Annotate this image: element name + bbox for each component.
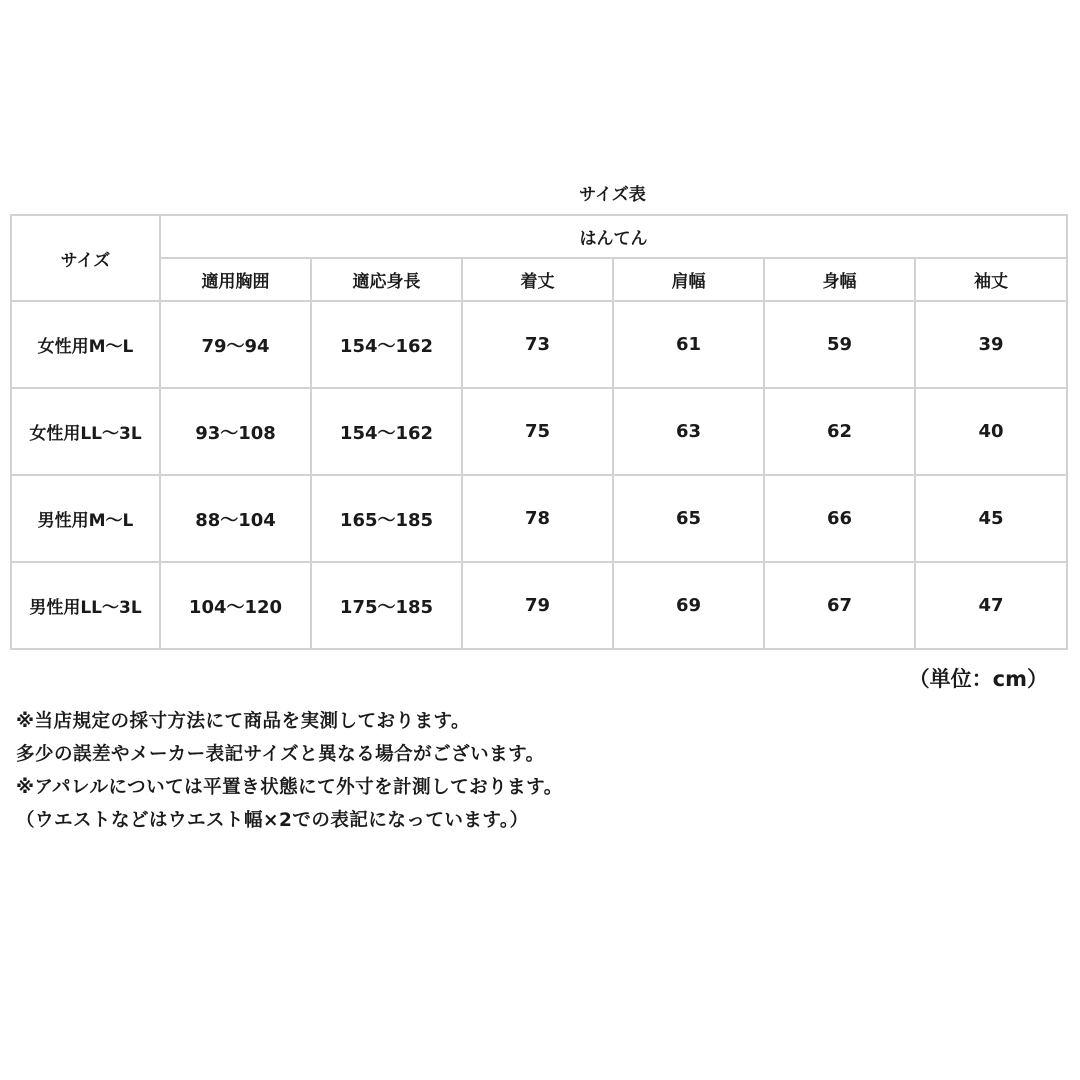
page-title: サイズ表 (579, 185, 646, 205)
cell-shoulder: 63 (613, 388, 764, 475)
cell-sleeve: 39 (915, 301, 1067, 388)
group-header: はんてん (160, 215, 1067, 258)
note-line: ※アパレルについては平置き状態にて外寸を計測しております。 (16, 777, 563, 798)
cell-shoulder: 69 (613, 562, 764, 649)
cell-shoulder: 65 (613, 475, 764, 562)
size-table (10, 214, 1068, 650)
cell-body-width: 66 (764, 475, 915, 562)
row-size-label: 女性用M～L (11, 301, 160, 388)
cell-height: 154～162 (311, 301, 462, 388)
cell-shoulder: 61 (613, 301, 764, 388)
table-row (11, 388, 1067, 475)
cell-sleeve: 45 (915, 475, 1067, 562)
header-row-columns (11, 258, 1067, 301)
row-size-label: 男性用M～L (11, 475, 160, 562)
column-header-height: 適応身長 (311, 258, 462, 301)
note-line: （ウエストなどはウエスト幅×2での表記になっています。） (16, 810, 529, 831)
table-row (11, 301, 1067, 388)
cell-length: 78 (462, 475, 613, 562)
cell-length: 73 (462, 301, 613, 388)
table-row (11, 475, 1067, 562)
note-line: ※当店規定の採寸方法にて商品を実測しております。 (16, 711, 471, 732)
cell-length: 79 (462, 562, 613, 649)
cell-length: 75 (462, 388, 613, 475)
column-header-shoulder: 肩幅 (613, 258, 764, 301)
row-size-label: 女性用LL～3L (11, 388, 160, 475)
column-header-chest: 適用胸囲 (160, 258, 311, 301)
unit-note: （単位：cm） (908, 667, 1048, 691)
cell-body-width: 59 (764, 301, 915, 388)
cell-chest: 104～120 (160, 562, 311, 649)
row-size-label: 男性用LL～3L (11, 562, 160, 649)
cell-height: 165～185 (311, 475, 462, 562)
cell-body-width: 67 (764, 562, 915, 649)
cell-height: 154～162 (311, 388, 462, 475)
cell-sleeve: 40 (915, 388, 1067, 475)
cell-chest: 88～104 (160, 475, 311, 562)
size-column-header: サイズ (11, 215, 160, 301)
column-header-length: 着丈 (462, 258, 613, 301)
column-header-sleeve: 袖丈 (915, 258, 1067, 301)
cell-chest: 79～94 (160, 301, 311, 388)
cell-height: 175～185 (311, 562, 462, 649)
note-line: 多少の誤差やメーカー表記サイズと異なる場合がございます。 (16, 744, 545, 765)
cell-sleeve: 47 (915, 562, 1067, 649)
header-row-group (11, 215, 1067, 258)
cell-chest: 93～108 (160, 388, 311, 475)
cell-body-width: 62 (764, 388, 915, 475)
table-row (11, 562, 1067, 649)
notes-block (16, 705, 563, 837)
column-header-body-width: 身幅 (764, 258, 915, 301)
